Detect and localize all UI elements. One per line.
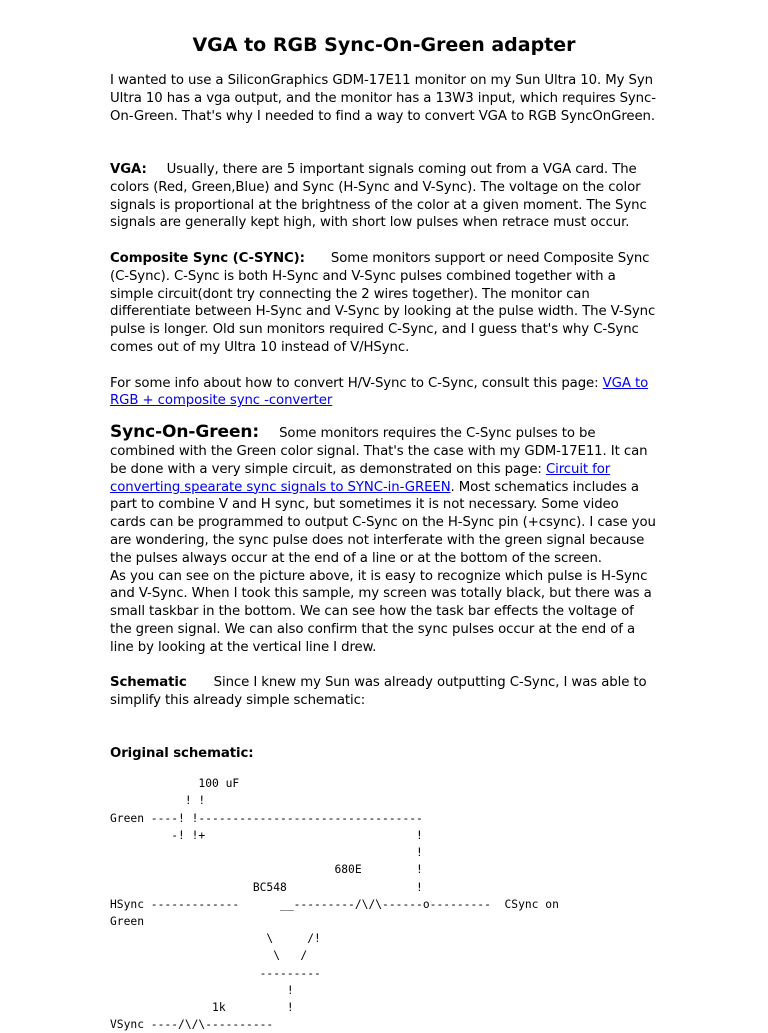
original-schematic-heading [110, 745, 658, 763]
vga-text: Usually, there are 5 important signals coming out from a VGA card. The colors (Red, Green,Blue) and Sync (H-Sync and V-Sync). The voltage on the color signals is proportional at the brightness of the color at a given moment. The Sync signals are generally kept high, with short low pulses when retrace must occur. [110, 161, 647, 231]
page-title: VGA to RGB Sync-On-Green adapter [192, 34, 576, 56]
sog-paragraph [110, 424, 658, 567]
sog-label: Sync-On-Green: [110, 422, 260, 443]
info-text: For some info about how to convert H/V-Sync to C-Sync, consult this page: [110, 375, 603, 391]
schematic-label: Schematic [110, 675, 187, 691]
csync-label: Composite Sync (C-SYNC): [110, 250, 305, 266]
document-page [110, 32, 658, 1033]
csync-paragraph [110, 250, 658, 357]
sog-paragraph-2: As you can see on the picture above, it is easy to recognize which pulse is H-Sync and V-Sync. When I took this sample, my screen was totally black, but there was a small taskbar in the bottom. We can see how the task bar effects the voltage of the green signal. We can also confirm that the sync pulses occur at the end of a line by looking at the vertical line I drew. [110, 568, 652, 655]
schematic-paragraph [110, 674, 658, 710]
csync-text: Some monitors support or need Composite Sync (C-Sync). C-Sync is both H-Sync and V-Sync pulses combined together with a simple circuit(dont try connecting the 2 wires together). The monitor can differentiate between H-Sync and V-Sync by looking at the pulse width. The V-Sync pulse is longer. Old sun monitors required C-Sync, and I guess that's why C-Sync comes out of my Ultra 10 instead of V/HSync. [110, 250, 656, 355]
sync-in-green-circuit-link[interactable]: Circuit for converting spearate sync signals to SYNC-in-GREEN [110, 461, 611, 495]
vga-label: VGA: [110, 161, 147, 177]
sog-text-2: . Most schematics includes a part to combine V and H sync, but sometimes it is not necessary. Some video cards can be programmed to output C-Sync on the H-Sync pin (+csync). I case you are wondering, the sync pulse does not interferate with the green signal because the pulses always occur at the end of a line or at the bottom of the screen. [110, 479, 656, 566]
schematic-text: Since I knew my Sun was already outputting C-Sync, I was able to simplify this already simple schematic: [110, 675, 647, 709]
vga-to-rgb-csync-link[interactable]: VGA to RGB + composite sync -converter [110, 375, 649, 409]
original-schematic-label: Original schematic: [110, 746, 254, 762]
intro-paragraph: I wanted to use a SiliconGraphics GDM-17E11 monitor on my Sun Ultra 10. My Syn Ultra 10 has a vga output, and the monitor has a 13W3 input, which requires Sync-On-Green. That's why I needed to find a way to convert VGA to RGB SyncOnGreen. [110, 73, 656, 124]
info-paragraph [110, 375, 658, 411]
ascii-schematic-diagram: 100 uF ! ! Green ----! !--------------------------------- -! !+ ! ! 680E ! BC548 ! HSync ------------- __---------/\/\------o--------- CSync on Green \ /! \ / --------- ! 1k ! VSync ----/\/\---------- [110, 777, 559, 1032]
sog-text-1: Some monitors requires the C-Sync pulses to be combined with the Green color signal. That's the case with my GDM-17E11. It can be done with a very simple circuit, as demonstrated on this page: [110, 426, 648, 477]
vga-paragraph [110, 161, 658, 232]
